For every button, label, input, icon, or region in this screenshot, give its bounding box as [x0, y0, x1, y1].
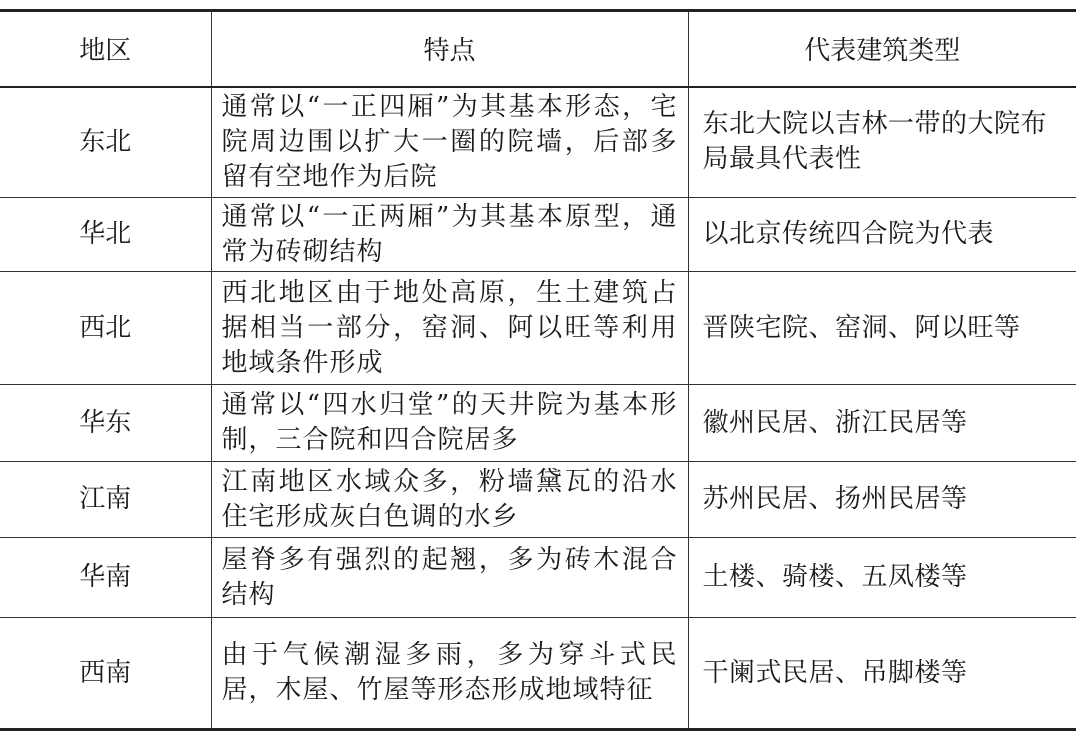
- region-cell: 华东: [79, 407, 132, 438]
- table-row: [0, 618, 1076, 730]
- region-cell: 西南: [79, 657, 132, 688]
- representative-cell: 土楼、骑楼、五凤楼等: [688, 538, 1076, 618]
- table-row: [0, 87, 1076, 198]
- region-cell: 西北: [79, 312, 132, 343]
- table-row: [0, 198, 1076, 272]
- representative-cell: 徽州民居、浙江民居等: [688, 385, 1076, 462]
- feature-cell: 通常以“一正两厢”为其基本原型，通常为砖砌结构: [211, 198, 688, 272]
- header-feature: 特点: [211, 11, 688, 87]
- table-row: [0, 272, 1076, 385]
- table-row: [0, 385, 1076, 462]
- representative-cell: 东北大院以吉林一带的大院布局最具代表性: [688, 87, 1076, 198]
- region-cell: 华北: [79, 219, 132, 249]
- feature-cell: 由于气候潮湿多雨，多为穿斗式民居，木屋、竹屋等形态形成地域特征: [211, 618, 688, 730]
- representative-cell: 以北京传统四合院为代表: [688, 198, 1076, 272]
- feature-cell: 通常以“四水归堂”的天井院为基本形制，三合院和四合院居多: [211, 385, 688, 462]
- table-body: [0, 87, 1076, 730]
- table-row: [0, 538, 1076, 618]
- header-region: 地区: [79, 36, 132, 67]
- header-representative: 代表建筑类型: [688, 11, 1076, 87]
- representative-cell: 晋陕宅院、窑洞、阿以旺等: [688, 272, 1076, 385]
- representative-cell: 干阑式民居、吊脚楼等: [688, 618, 1076, 730]
- table-row: [0, 462, 1076, 538]
- header-row: [0, 11, 1076, 87]
- region-cell: 华南: [79, 562, 132, 592]
- table-container: [0, 9, 1076, 731]
- regional-architecture-table: [0, 9, 1076, 731]
- region-cell: 东北: [79, 126, 132, 157]
- feature-cell: 江南地区水域众多，粉墙黛瓦的沿水住宅形成灰白色调的水乡: [211, 462, 688, 538]
- representative-cell: 苏州民居、扬州民居等: [688, 462, 1076, 538]
- feature-cell: 通常以“一正四厢”为其基本形态，宅院周边围以扩大一圈的院墙，后部多留有空地作为后院: [211, 87, 688, 198]
- table-header: [0, 11, 1076, 87]
- feature-cell: 西北地区由于地处高原，生土建筑占据相当一部分，窑洞、阿以旺等利用地域条件形成: [211, 272, 688, 385]
- region-cell: 江南: [79, 484, 132, 514]
- feature-cell: 屋脊多有强烈的起翘，多为砖木混合结构: [211, 538, 688, 618]
